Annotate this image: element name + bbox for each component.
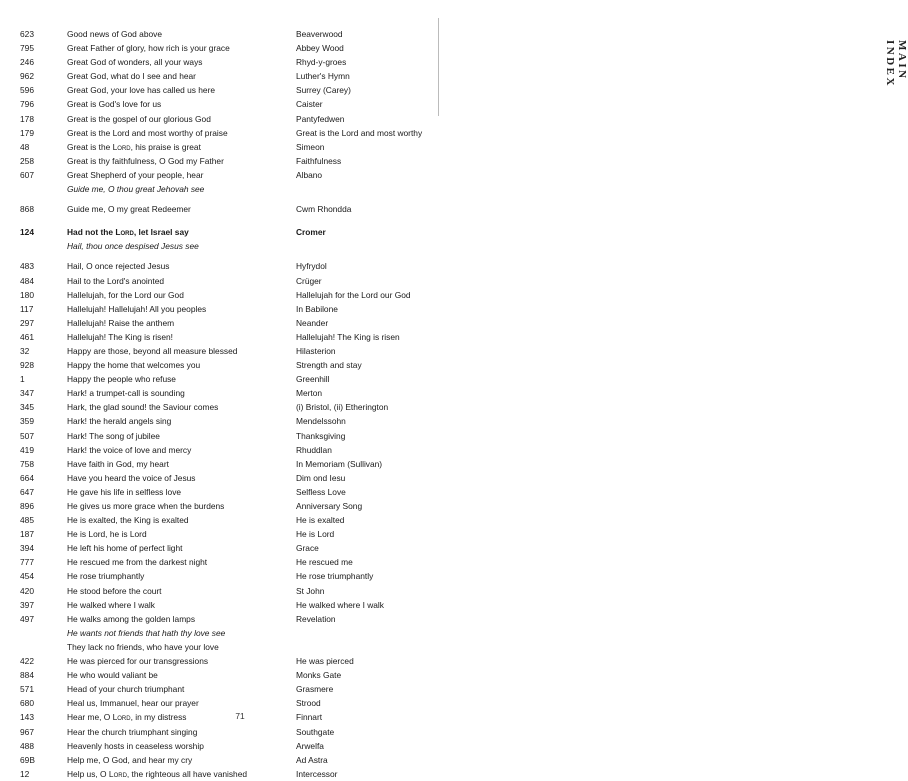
tune-name: Surrey (Carey) (296, 85, 351, 96)
first-line: He who would valiant be (67, 670, 158, 681)
index-entry (0, 400, 430, 414)
hymn-number: 664 (20, 472, 34, 483)
index-entry (0, 513, 430, 527)
hymn-number: 117 (20, 303, 34, 314)
first-line: He walked where I walk (67, 599, 155, 610)
hymn-number: 347 (20, 388, 34, 399)
hymn-number: 967 (20, 726, 34, 737)
hymn-number: 928 (20, 360, 34, 371)
first-line-part: Great is the (67, 141, 113, 152)
index-entry (0, 725, 430, 739)
index-entry (0, 612, 430, 626)
index-entry (0, 83, 430, 97)
index-entry (0, 154, 430, 168)
first-line: Heal us, Immanuel, hear our prayer (67, 698, 199, 709)
index-entry (0, 682, 430, 696)
hymn-number: 69B (20, 754, 35, 765)
hymn-number: 419 (20, 444, 34, 455)
index-entry (0, 225, 430, 239)
hymn-number: 397 (20, 599, 34, 610)
first-line: Guide me, O my great Redeemer (67, 204, 191, 215)
first-line: Happy the people who refuse (67, 374, 176, 385)
tune-name: Anniversary Song (296, 501, 363, 511)
first-line: He rose triumphantly (67, 571, 145, 582)
hymn-number: 1 (20, 374, 25, 385)
tune-name: Cromer (296, 227, 326, 238)
index-entry (0, 69, 430, 83)
first-line: Hear the church triumphant singing (67, 726, 198, 737)
first-line: He left his home of perfect light (67, 543, 183, 554)
first-line: Great is God's love for us (67, 99, 162, 110)
tune-name: Grasmere (296, 684, 334, 695)
hymn-number: 868 (20, 204, 34, 215)
tune-name: Intercessor (296, 768, 338, 779)
index-entry (0, 168, 430, 182)
hymn-number: 187 (20, 529, 34, 540)
index-entry (0, 302, 430, 316)
index-entry (0, 739, 430, 753)
index-entry (0, 202, 430, 216)
index-entry (0, 640, 430, 654)
hymn-number: 680 (20, 698, 34, 709)
first-line: He stood before the court (67, 585, 162, 596)
index-entry (0, 27, 430, 41)
tune-name: Cwm Rhondda (296, 204, 352, 215)
index-entry (0, 541, 430, 555)
index-entry (0, 584, 430, 598)
index-entry (0, 485, 430, 499)
index-entry (0, 330, 430, 344)
hymn-number: 454 (20, 571, 34, 582)
index-entry (0, 429, 430, 443)
hymn-number: 124 (20, 227, 34, 238)
hymn-number: 483 (20, 261, 34, 272)
first-line: He was pierced for our transgressions (67, 656, 209, 667)
tune-name: He rose triumphantly (296, 571, 374, 582)
first-line: Help me, O God, and hear my cry (67, 754, 193, 765)
first-line: Great Shepherd of your people, hear (67, 169, 204, 180)
tune-name: He was pierced (296, 656, 354, 667)
hymn-number: 297 (20, 317, 34, 328)
index-entry (0, 316, 430, 330)
hymn-number: 607 (20, 169, 34, 180)
tune-name: Pantyfedwen (296, 113, 345, 124)
first-line: Hallelujah! The King is risen! (67, 331, 173, 342)
first-line: Head of your church triumphant (67, 684, 185, 695)
index-entry (0, 443, 430, 457)
hymn-index-list (0, 27, 430, 781)
hymn-number: 596 (20, 85, 34, 96)
tune-name: Merton (296, 388, 323, 399)
first-line: He gave his life in selfless love (67, 486, 182, 497)
tune-name: Luther's Hymn (296, 71, 350, 82)
first-line: They lack no friends, who have your love (67, 641, 219, 652)
hymn-number: 359 (20, 416, 34, 427)
tune-name: Caister (296, 99, 323, 110)
first-line: Hark, the glad sound! the Saviour comes (67, 402, 219, 413)
index-entry (0, 753, 430, 767)
first-line-part: Had not the (67, 227, 116, 238)
first-line-small-caps: Lord (112, 141, 131, 152)
index-entry (0, 372, 430, 386)
tune-name: Dim ond Iesu (296, 472, 346, 483)
first-line: Happy are those, beyond all measure blessed (67, 345, 238, 356)
hymn-number: 488 (20, 740, 34, 751)
first-line: He wants not friends that hath thy love see (67, 627, 226, 638)
first-line: Hark! the voice of love and mercy (67, 444, 192, 455)
first-line: He gives us more grace when the burdens (67, 501, 225, 511)
index-entry (0, 499, 430, 513)
index-entry (0, 358, 430, 372)
tune-name: Crüger (296, 275, 322, 286)
first-line: Guide me, O thou great Jehovah see (67, 184, 205, 195)
first-line: Great God, what do I see and hear (67, 71, 196, 82)
tune-name: He walked where I walk (296, 599, 384, 610)
first-line: Good news of God above (67, 29, 162, 39)
index-entry (0, 527, 430, 541)
hymn-number: 461 (20, 331, 34, 342)
first-line-part: , in my distress (130, 712, 187, 723)
hymn-number: 623 (20, 29, 34, 39)
first-line-part: , let Israel say (133, 227, 189, 238)
first-line: He is exalted, the King is exalted (67, 515, 189, 526)
tune-name: Hilasterion (296, 345, 336, 356)
tune-name: St John (296, 585, 325, 596)
index-entry (0, 386, 430, 400)
tune-name: Arwelfa (296, 740, 324, 751)
first-line: Great is the gospel of our glorious God (67, 113, 211, 124)
first-line-part: Help us, O (67, 768, 109, 779)
index-entry (0, 471, 430, 485)
hymn-number: 884 (20, 670, 34, 681)
first-line-part: , the righteous all have vanished (126, 768, 248, 779)
first-line: Hark! the herald angels sing (67, 416, 172, 427)
hymn-number: 179 (20, 127, 34, 138)
first-line: He walks among the golden lamps (67, 613, 196, 624)
first-line-part: Hear me, O (67, 712, 113, 723)
tune-name: Finnart (296, 712, 323, 723)
first-line-part: , his praise is great (130, 141, 201, 152)
hymn-number: 484 (20, 275, 34, 286)
hymn-number: 48 (20, 141, 30, 152)
hymn-number: 777 (20, 557, 34, 568)
index-entry (0, 41, 430, 55)
index-entry (0, 767, 430, 781)
first-line: Hail, thou once despised Jesus see (67, 241, 199, 252)
tune-name: Hyfrydol (296, 261, 327, 272)
index-entry (0, 654, 430, 668)
hymn-number: 571 (20, 684, 34, 695)
first-line (67, 225, 189, 239)
hymn-number: 420 (20, 585, 34, 596)
first-line: Hark! a trumpet-call is sounding (67, 388, 185, 399)
tune-name: Grace (296, 543, 319, 554)
tune-name: He rescued me (296, 557, 353, 568)
first-line: Hallelujah, for the Lord our God (67, 289, 184, 300)
tune-name: Monks Gate (296, 670, 342, 681)
hymn-number: 497 (20, 613, 34, 624)
index-entry (0, 288, 430, 302)
first-line: Great is the Lord and most worthy of praise (67, 127, 228, 138)
hymn-number: 962 (20, 71, 34, 82)
index-entry (0, 97, 430, 111)
tune-name: Revelation (296, 613, 336, 624)
first-line: Great God of wonders, all your ways (67, 57, 203, 68)
hymn-number: 178 (20, 113, 34, 124)
first-line: Have faith in God, my heart (67, 458, 169, 469)
tune-name: Simeon (296, 141, 325, 152)
first-line: Hark! The song of jubilee (67, 430, 160, 441)
tune-name: Thanksgiving (296, 430, 346, 441)
tune-name: Hallelujah! The King is risen (296, 331, 400, 342)
first-line: Great Father of glory, how rich is your grace (67, 43, 230, 54)
tune-name: In Babilone (296, 303, 338, 314)
index-entry (0, 598, 430, 612)
index-entry (0, 126, 430, 140)
tune-name: Strood (296, 698, 321, 709)
tune-name: Southgate (296, 726, 335, 737)
first-line (67, 767, 247, 781)
index-entry (0, 555, 430, 569)
first-line: He is Lord, he is Lord (67, 529, 147, 540)
index-entry (0, 696, 430, 710)
tune-name: (i) Bristol, (ii) Etherington (296, 402, 389, 413)
section-tab-label: MAIN INDEX (884, 40, 908, 88)
index-entry (0, 55, 430, 69)
index-entry (0, 344, 430, 358)
tune-name: He is Lord (296, 529, 335, 540)
first-line: Happy the home that welcomes you (67, 360, 201, 371)
index-entry (0, 668, 430, 682)
hymn-number: 647 (20, 486, 34, 497)
hymn-number: 180 (20, 289, 34, 300)
tune-name: Great is the Lord and most worthy (296, 127, 423, 138)
page-number: 71 (235, 711, 245, 721)
first-line-small-caps: Lord (108, 768, 127, 779)
tune-name: Strength and stay (296, 360, 362, 371)
first-line: Hallelujah! Raise the anthem (67, 317, 175, 328)
hymn-number: 796 (20, 99, 34, 110)
first-line (67, 140, 201, 154)
tune-name: Faithfulness (296, 155, 342, 166)
index-entry (0, 414, 430, 428)
hymn-number: 246 (20, 57, 34, 68)
hymn-number: 795 (20, 43, 34, 54)
first-line-small-caps: Lord (112, 712, 131, 723)
index-entry (0, 182, 430, 196)
index-entry (0, 259, 430, 273)
index-entry (0, 274, 430, 288)
tune-name: Greenhill (296, 374, 330, 385)
tune-name: Hallelujah for the Lord our God (296, 289, 411, 300)
first-line: Hail, O once rejected Jesus (67, 261, 170, 272)
hymn-number: 758 (20, 458, 34, 469)
first-line: Heavenly hosts in ceaseless worship (67, 740, 204, 751)
first-line: Hail to the Lord's anointed (67, 275, 165, 286)
hymn-number: 896 (20, 501, 34, 511)
first-line: Great is thy faithfulness, O God my Father (67, 155, 224, 166)
hymn-number: 394 (20, 543, 34, 554)
hymn-number: 12 (20, 768, 30, 779)
tune-name: In Memoriam (Sullivan) (296, 458, 383, 469)
hymn-number: 258 (20, 155, 34, 166)
section-tab-rule (438, 18, 439, 116)
tune-name: Abbey Wood (296, 43, 344, 54)
first-line: Have you heard the voice of Jesus (67, 472, 196, 483)
index-entry (0, 626, 430, 640)
hymn-number: 345 (20, 402, 34, 413)
section-tab (440, 18, 908, 118)
tune-name: Mendelssohn (296, 416, 346, 427)
tune-name: He is exalted (296, 515, 345, 526)
hymn-number: 422 (20, 656, 34, 667)
hymn-number: 32 (20, 345, 30, 356)
first-line: Great God, your love has called us here (67, 85, 216, 96)
hymn-number: 507 (20, 430, 34, 441)
tune-name: Albano (296, 169, 323, 180)
index-entry (0, 112, 430, 126)
index-entry (0, 569, 430, 583)
index-entry (0, 457, 430, 471)
tune-name: Rhyd-y-groes (296, 57, 347, 68)
first-line: He rescued me from the darkest night (67, 557, 208, 568)
index-entry (0, 239, 430, 253)
tune-name: Ad Astra (296, 754, 328, 765)
hymn-number: 485 (20, 515, 34, 526)
tune-name: Rhuddlan (296, 444, 332, 455)
tune-name: Beaverwood (296, 29, 343, 39)
tune-name: Selfless Love (296, 486, 346, 497)
tune-name: Neander (296, 317, 329, 328)
first-line-small-caps: Lord (115, 227, 134, 238)
hymn-number: 143 (20, 712, 34, 723)
index-entry (0, 140, 430, 154)
first-line: Hallelujah! Hallelujah! All you peoples (67, 303, 207, 314)
